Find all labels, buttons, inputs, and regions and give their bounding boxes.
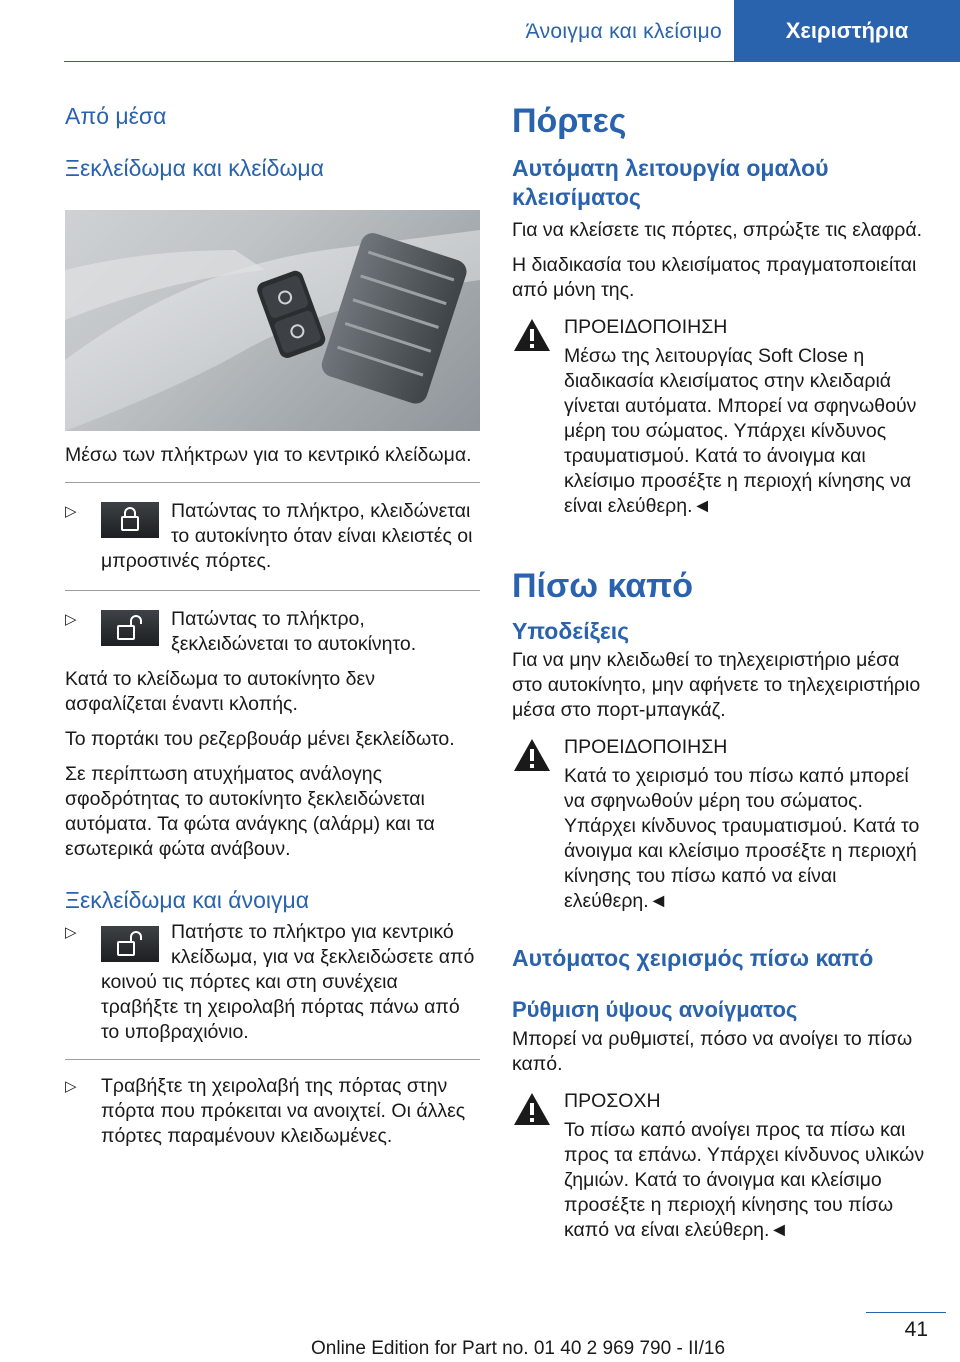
warning-triangle-icon — [512, 1091, 552, 1127]
subheading-unlock-open: Ξεκλείδωμα και άνοιγμα — [65, 887, 310, 913]
chapter-tab: Χειριστήρια — [734, 0, 960, 62]
bullet-pull-handle-text: Τραβήξτε τη χειρολαβή της πόρτας στην πόρτα που πρόκειται να ανοιχτεί. Οι άλλες πόρτες παραμένουν κλειδωμένες. — [101, 1075, 466, 1147]
caution-box — [512, 1089, 927, 1243]
warning-caption: ΠΡΟΕΙΔΟΠΟΙΗΣΗ — [564, 316, 728, 338]
para-close: Για να κλείσετε τις πόρτες, σπρώξτε τις ελαφρά. — [512, 219, 923, 241]
warning-text: Μέσω της λειτουργίας Soft Close η διαδικασία κλεισίματος στην κλειδαριά γίνεται αυτόματα. Μπορεί να σφηνωθούν μέρη του σώματος. Υπάρχει κίνδυνος τραυματισμού. Κατά το άνοιγμα και κλείσιμο προσέξτε η περιοχή κίνησης να είναι ελεύθερη.◄ — [564, 345, 917, 517]
unlock-button-icon — [101, 610, 159, 646]
left-column — [65, 96, 480, 1149]
para-accident: Σε περίπτωση ατυχήματος ανάλογης σφοδρότητας το αυτοκίνητο ξεκλειδώνεται αυτόματα. Τα φώτα ανάγκης (αλάρμ) και τα εσωτερικά φώτα ανάβουν. — [65, 763, 435, 860]
header-rule — [64, 61, 960, 62]
edition-footer: Online Edition for Part no. 01 40 2 969 790 - II/16 — [311, 1338, 726, 1359]
divider — [65, 590, 480, 591]
list-item — [65, 1074, 480, 1149]
bullet-unlock-text: Πατώντας το πλήκτρο, ξεκλειδώνεται το αυτοκίνητο. — [171, 608, 417, 655]
heading-doors: Πόρτες — [512, 102, 627, 140]
para-theft: Κατά το κλείδωμα το αυτοκίνητο δεν ασφαλίζεται έναντι κλοπής. — [65, 668, 375, 715]
warning-text: Κατά το χειρισμό του πίσω καπό μπορεί να σφηνωθούν μέρη του σώματος. Υπάρχει κίνδυνος τραυματισμού. Κατά το άνοιγμα και κλείσιμο προσέξτε η περιοχή κίνησης του πίσω καπό να είναι ελεύθερη.◄ — [564, 765, 920, 912]
list-item — [65, 499, 480, 574]
heading-from-inside: Από μέσα — [65, 103, 167, 129]
bullet-triangle-icon: ▷ — [65, 503, 77, 520]
caution-caption: ΠΡΟΣΟΧΗ — [564, 1090, 661, 1112]
bullet-triangle-icon: ▷ — [65, 924, 77, 941]
bullet-lock-text: Πατώντας το πλήκτρο, κλειδώνεται το αυτοκίνητο όταν είναι κλειστές οι μπροστινές πόρτες. — [101, 500, 473, 572]
warning-box — [512, 735, 927, 914]
warning-caption: ΠΡΟΕΙΔΟΠΟΙΗΣΗ — [564, 736, 728, 758]
list-item — [65, 607, 480, 657]
bullet-triangle-icon: ▷ — [65, 611, 77, 628]
caution-text: Το πίσω καπό ανοίγει προς τα πίσω και προς τα επάνω. Υπάρχει κίνδυνος υλικών ζημιών. Κατά το άνοιγμα και κλείσιμο προσέξτε η περιοχή κίνησης του πίσω καπό να είναι ελεύθερη.◄ — [564, 1119, 925, 1241]
para-fuel-flap: Το πορτάκι του ρεζερβουάρ μένει ξεκλείδωτο. — [65, 728, 455, 750]
door-panel-illustration — [65, 210, 480, 431]
unlock-button-icon — [101, 926, 159, 962]
bullet-unlock-open-text: Πατήστε το πλήκτρο για κεντρικό κλείδωμα, για να ξεκλειδώσετε από κοινού τις πόρτες και στη συνέχεια τραβήξτε τη χειρολαβή πόρτας πάνω από το υποβραχιόνιο. — [101, 921, 475, 1043]
warning-triangle-icon — [512, 737, 552, 773]
divider — [65, 482, 480, 483]
para-hints: Για να μην κλειδωθεί το τηλεχειριστήριο μέσα στο αυτοκίνητο, μην αφήνετε το τηλεχειριστήριο μέσα στο πορτ-μπαγκάζ. — [512, 649, 921, 721]
list-item — [65, 920, 480, 1045]
section-tab: Άνοιγμα και κλείσιμο — [525, 20, 722, 43]
subheading-height: Ρύθμιση ύψους ανοίγματος — [512, 997, 798, 1022]
para-height: Μπορεί να ρυθμιστεί, πόσο να ανοίγει το πίσω καπό. — [512, 1028, 913, 1075]
right-column — [512, 100, 927, 1243]
subheading-lock-unlock: Ξεκλείδωμα και κλείδωμα — [65, 155, 324, 181]
warning-box — [512, 315, 927, 519]
photo-caption: Μέσω των πλήκτρων για το κεντρικό κλείδωμα. — [65, 444, 472, 466]
subheading-hints: Υποδείξεις — [512, 618, 630, 644]
para-auto: Η διαδικασία του κλεισίματος πραγματοποιείται από μόνη της. — [512, 254, 917, 301]
page-header — [0, 0, 960, 62]
warning-triangle-icon — [512, 317, 552, 353]
footer-rule — [866, 1312, 946, 1313]
bullet-triangle-icon: ▷ — [65, 1078, 77, 1095]
heading-tailgate: Πίσω καπό — [512, 567, 693, 605]
lock-button-icon — [101, 502, 159, 538]
page-number: 41 — [904, 1318, 928, 1341]
divider — [65, 1059, 480, 1060]
subheading-soft-close: Αυτόματη λειτουργία ομαλού κλεισίματος — [512, 155, 829, 210]
subheading-auto-tailgate: Αυτόματος χειρισμός πίσω καπό — [512, 945, 874, 971]
door-lock-buttons-photo — [65, 210, 480, 431]
